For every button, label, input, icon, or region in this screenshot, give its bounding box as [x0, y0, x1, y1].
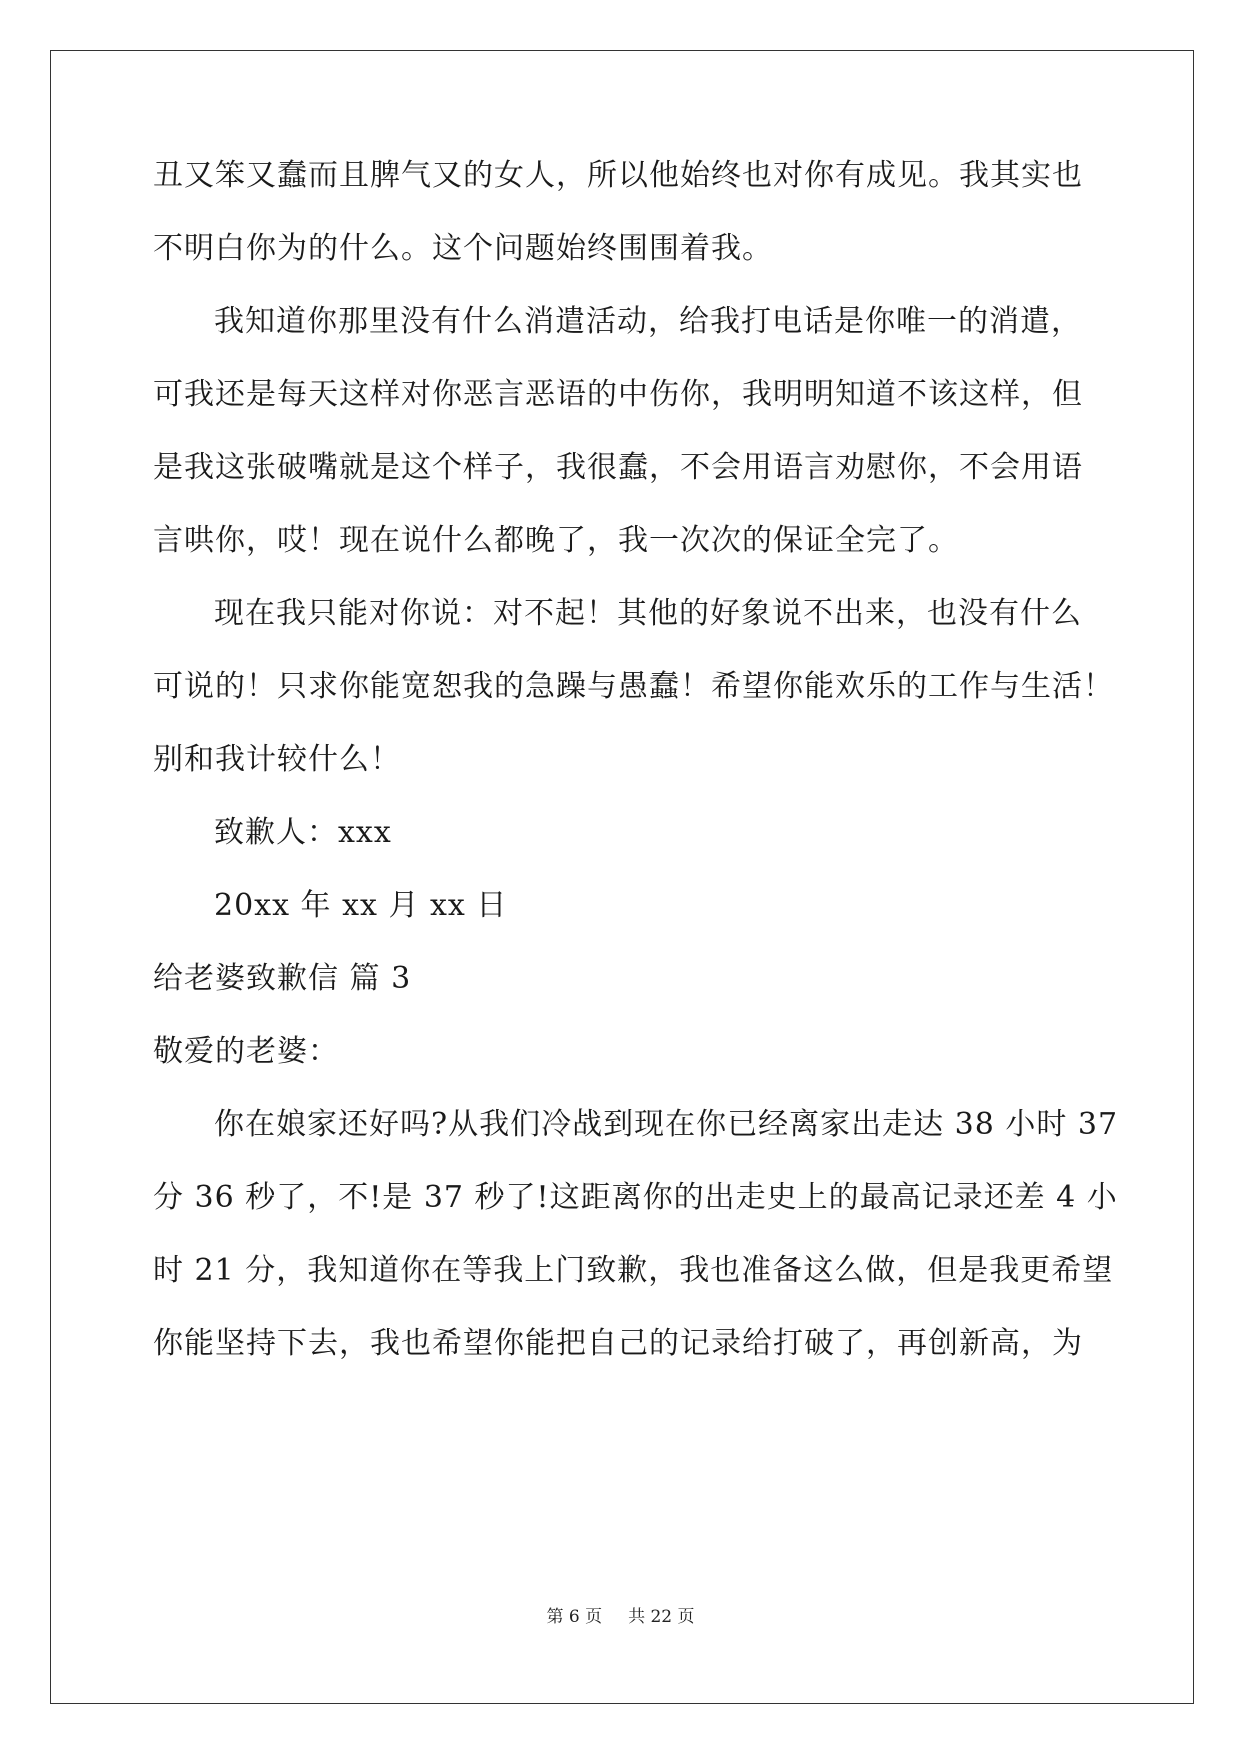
body-line: 可我还是每天这样对你恶言恶语的中伤你，我明明知道不该这样，但 [153, 377, 1083, 412]
body-line: 现在我只能对你说：对不起！其他的好象说不出来，也没有什么 [214, 596, 1082, 631]
signature-line: 致歉人：xxx [214, 815, 392, 850]
salutation: 敬爱的老婆： [153, 1034, 339, 1069]
page-number: 第 6 页 [546, 1607, 603, 1627]
body-line: 是我这张破嘴就是这个样子，我很蠢，不会用语言劝慰你，不会用语 [153, 450, 1083, 485]
body-line: 分 36 秒了，不!是 37 秒了!这距离你的出走史上的最高记录还差 4 小 [153, 1180, 1118, 1215]
body-line: 不明白你为的什么。这个问题始终围围着我。 [153, 231, 773, 266]
page-footer [0, 1605, 1241, 1629]
body-line: 可说的！只求你能宽恕我的急躁与愚蠢！希望你能欢乐的工作与生活！ [153, 669, 1114, 704]
body-line: 别和我计较什么！ [153, 742, 401, 777]
page-total: 共 22 页 [628, 1607, 695, 1627]
body-line: 我知道你那里没有什么消遣活动，给我打电话是你唯一的消遣， [214, 304, 1082, 339]
body-line: 你能坚持下去，我也希望你能把自己的记录给打破了，再创新高，为 [153, 1326, 1083, 1361]
body-line: 时 21 分，我知道你在等我上门致歉，我也准备这么做，但是我更希望 [153, 1253, 1114, 1288]
page-border [50, 50, 1194, 1704]
date-line: 20xx 年 xx 月 xx 日 [214, 888, 508, 923]
section-heading: 给老婆致歉信 篇 3 [153, 961, 412, 996]
body-line: 言哄你，哎！现在说什么都晚了，我一次次的保证全完了。 [153, 523, 959, 558]
body-line: 丑又笨又蠢而且脾气又的女人，所以他始终也对你有成见。我其实也 [153, 158, 1083, 193]
body-line: 你在娘家还好吗?从我们冷战到现在你已经离家出走达 38 小时 37 [214, 1107, 1119, 1142]
